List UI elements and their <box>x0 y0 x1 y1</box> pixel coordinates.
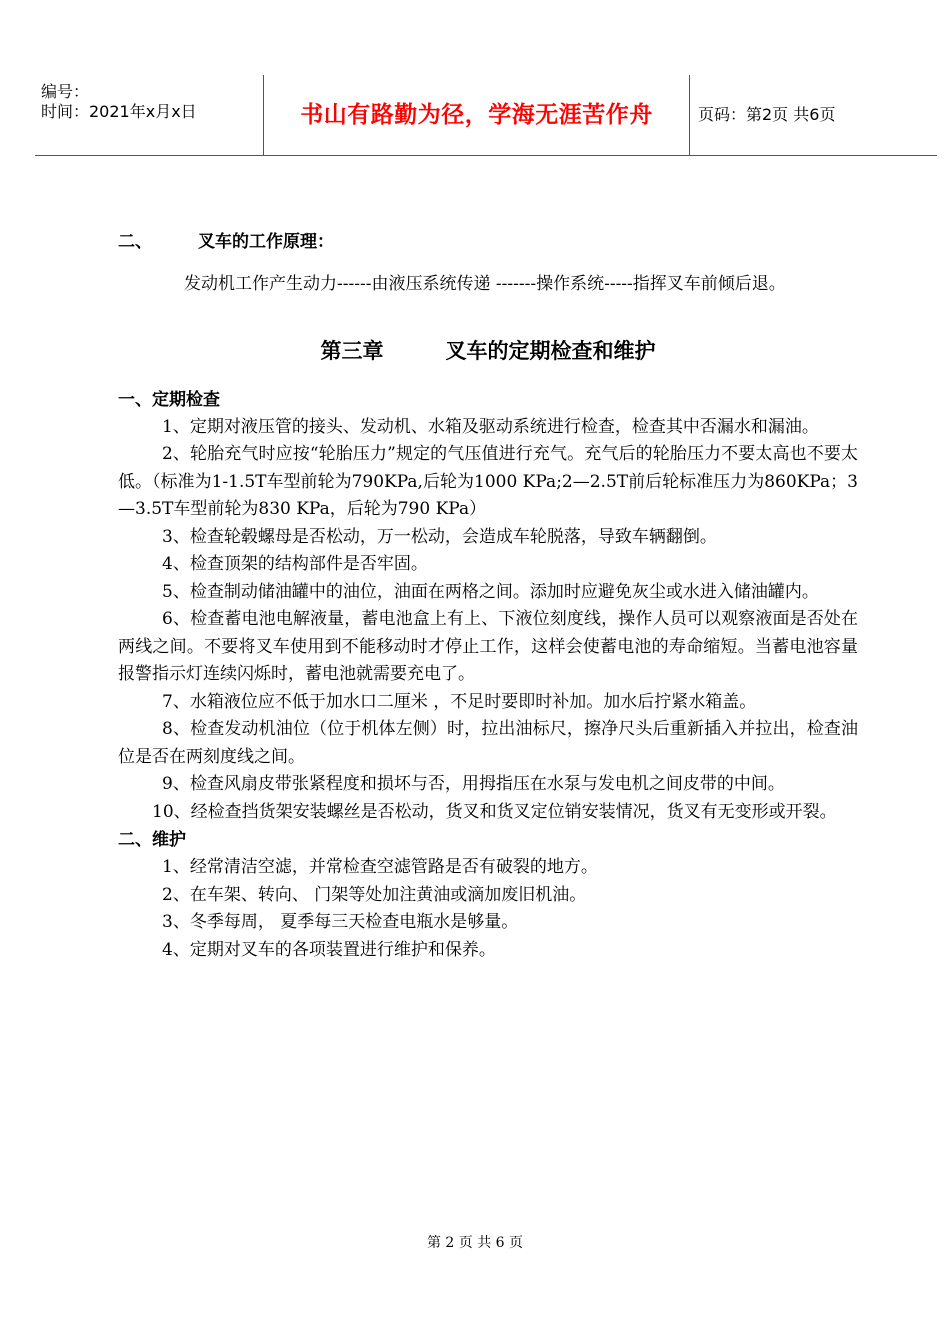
chapter-label: 第三章 <box>320 338 384 363</box>
inspection-item-9: 9、检查风扇皮带张紧程度和损坏与否，用拇指压在水泵与发电机之间皮带的中间。 <box>162 774 785 794</box>
section-2-title: 叉车的工作原理： <box>198 232 334 252</box>
header-motto-cell <box>264 75 690 155</box>
inspection-item-8: 8、检查发动机油位（位于机体左侧）时，拉出油标尺，擦净尺头后重新插入并拉出，检查油位是否在两刻度线之间。 <box>118 719 858 767</box>
inspection-item-7: 7、水箱液位应不低于加水口二厘米 ，不足时要即时补加。加水后拧紧水箱盖。 <box>162 691 757 712</box>
inspection-item-4: 4、检查顶架的结构部件是否牢固。 <box>162 554 428 574</box>
inspection-item-10: 10、经检查挡货架安装螺丝是否松动，货叉和货叉定位销安装情况，货叉有无变形或开裂。 <box>152 801 837 822</box>
inspection-item-6: 6、检查蓄电池电解液量，蓄电池盒上有上、下液位刻度线，操作人员可以观察液面是否处在两线之间。不要将叉车使用到不能移动时才停止工作，这样会使蓄电池的寿命缩短。当蓄电池容量报警指示灯连续闪烁时，蓄电池就需要充电了。 <box>118 609 858 684</box>
section-2-heading <box>118 228 858 256</box>
chapter-heading <box>118 336 858 366</box>
serial-label: 编号： <box>41 82 90 101</box>
maintenance-item-4: 4、定期对叉车的各项装置进行维护和保养。 <box>162 939 496 960</box>
motto: 书山有路勤为径，学海无涯苦作舟 <box>300 102 653 128</box>
section-2-body: 发动机工作产生动力------由液压系统传递 -------操作系统-----指挥叉车前倾后退。 <box>184 274 786 294</box>
inspection-item-5: 5、检查制动储油罐中的油位，油面在两格之间。添加时应避免灰尘或水进入储油罐内。 <box>162 581 819 602</box>
inspection-item-2: 2、轮胎充气时应按“轮胎压力”规定的气压值进行充气。充气后的轮胎压力不要太高也不要太低。（标准为1-1.5T车型前轮为790KPa,后轮为1000 KPa;2—2.5T前后轮标准压力为860KPa；3—3.5T车型前轮为830 KPa，后轮为790 KPa） <box>118 444 858 519</box>
maintenance-item-2: 2、在车架、转向、 门架等处加注黄油或滴加废旧机油。 <box>162 884 587 905</box>
inspection-item-3: 3、检查轮毂螺母是否松动，万一松动，会造成车轮脱落，导致车辆翻倒。 <box>162 526 717 547</box>
inspection-item-1: 1、定期对液压管的接头、发动机、水箱及驱动系统进行检查，检查其中否漏水和漏油。 <box>162 416 819 437</box>
maintenance-heading: 二、维护 <box>118 830 186 850</box>
section-2-number: 二、 <box>118 232 152 252</box>
header-page-info: 页码：第2页 共6页 <box>698 105 836 124</box>
date-label: 时间：2021年x月x日 <box>41 102 197 121</box>
page-footer: 第 2 页 共 6 页 <box>426 1235 524 1251</box>
maintenance-item-3: 3、冬季每周， 夏季每三天检查电瓶水是够量。 <box>162 912 519 932</box>
document-body <box>118 228 858 964</box>
page-header <box>35 75 937 156</box>
inspection-heading: 一、定期检查 <box>118 389 220 410</box>
chapter-title: 叉车的定期检查和维护 <box>445 338 656 363</box>
header-page-cell <box>690 75 937 155</box>
maintenance-item-1: 1、经常清洁空滤，并常检查空滤管路是否有破裂的地方。 <box>162 857 598 877</box>
header-meta <box>35 75 264 155</box>
